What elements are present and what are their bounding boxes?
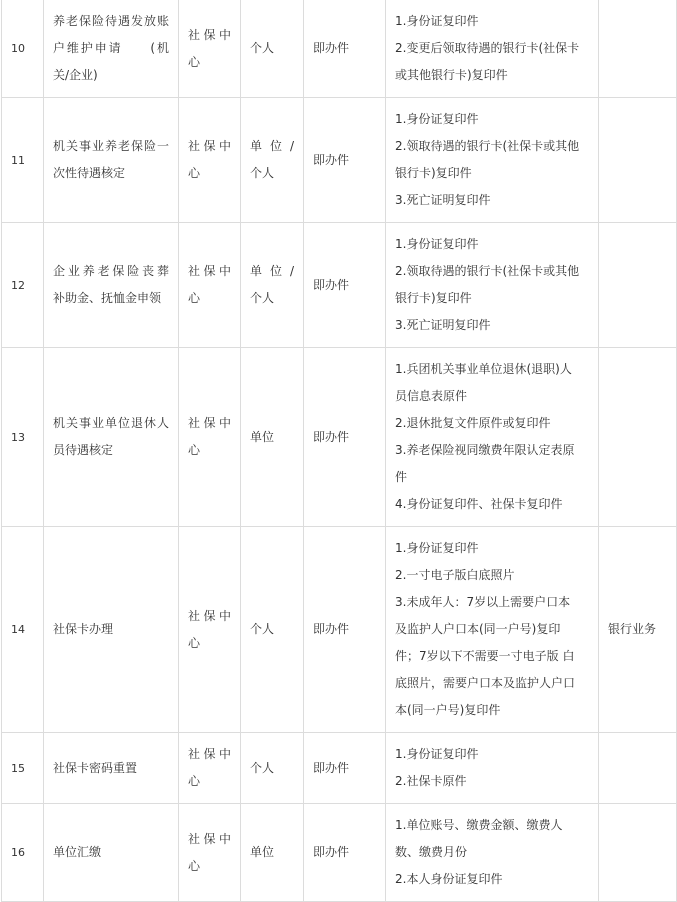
handling-type-cell [304,804,386,902]
name-line: 单位汇缴 [53,845,102,859]
name-line: 户维护申请 (机 [53,41,169,55]
handling-type-text: 即办件 [313,41,350,55]
row-number [2,733,44,804]
row-number [2,0,44,98]
table-row [2,98,677,223]
required-documents-cell [386,733,599,804]
row-number-text: 12 [11,278,25,292]
dept-line: 社保中 [188,831,231,846]
item-name-cell [44,804,179,902]
handling-type-text: 即办件 [313,429,350,444]
docs-line: 底照片，需要户口本及监护人户口 [395,676,576,690]
item-name-cell [44,527,179,733]
name-line: 机关事业养老保险一 [53,139,169,153]
target-line: 个人 [250,166,275,180]
dept-line: 心 [188,54,201,69]
target-cell [241,98,304,223]
target-cell [241,527,304,733]
name-line: 次性待遇核定 [53,166,126,180]
table-row [2,804,677,902]
target-line: 单位/ [250,139,294,153]
row-number-text: 10 [11,42,25,55]
row-number-text: 16 [11,846,25,859]
handling-type-cell [304,348,386,527]
docs-line: 1.兵团机关事业单位退休(退职)人 [395,362,572,376]
handling-type-cell [304,98,386,223]
docs-line: 银行卡)复印件 [395,291,472,305]
table-row [2,223,677,348]
name-line: 社保卡密码重置 [53,760,138,775]
note-cell [599,98,677,223]
docs-line: 1.身份证复印件 [395,237,479,251]
required-documents-cell [386,223,599,348]
table-row [2,0,677,98]
docs-line: 3.死亡证明复印件 [395,318,491,332]
name-line: 关/企业) [53,68,98,82]
docs-line: 4.身份证复印件、社保卡复印件 [395,497,563,511]
docs-line: 2.退休批复文件原件或复印件 [395,416,551,430]
target-line: 个人 [250,760,275,775]
docs-line: 件；7岁以下不需要一寸电子版 白 [395,649,575,663]
name-line: 养老保险待遇发放账 [53,14,169,28]
row-number [2,527,44,733]
required-documents-cell [386,348,599,527]
target-line: 单位 [250,429,275,444]
docs-line: 或其他银行卡)复印件 [395,68,508,82]
dept-line: 心 [188,166,201,180]
handling-type-cell [304,527,386,733]
note-cell [599,527,677,733]
handling-type-text: 即办件 [313,622,350,636]
row-number-text: 14 [11,623,25,636]
target-line: 单位 [250,845,275,859]
docs-line: 及监护人户口本(同一户号)复印 [395,622,561,636]
docs-line: 2.领取待遇的银行卡(社保卡或其他 [395,264,580,278]
table-body [2,0,677,902]
department-cell [179,98,241,223]
target-line: 单位/ [250,264,294,278]
dept-line: 心 [188,858,201,873]
item-name-cell [44,733,179,804]
docs-line: 3.死亡证明复印件 [395,193,491,207]
handling-type-text: 即办件 [313,845,350,859]
docs-line: 本(同一户号)复印件 [395,703,501,717]
note-cell [599,0,677,98]
dept-line: 社保中 [188,27,231,42]
target-cell [241,0,304,98]
note-cell [599,733,677,804]
item-name-cell [44,0,179,98]
dept-line: 心 [188,291,201,305]
name-line: 机关事业单位退休人 [53,416,169,430]
table-row [2,733,677,804]
docs-line: 1.身份证复印件 [395,14,479,28]
docs-line: 2.社保卡原件 [395,774,467,788]
docs-line: 件 [395,470,408,484]
dept-line: 社保中 [188,416,231,430]
department-cell [179,223,241,348]
row-number-text: 13 [11,430,25,444]
docs-line: 2.一寸电子版白底照片 [395,568,515,582]
name-line: 社保卡办理 [53,622,114,636]
row-number [2,348,44,527]
note-text: 银行业务 [608,622,657,636]
note-cell [599,348,677,527]
dept-line: 社保中 [188,747,231,761]
row-number-text: 15 [11,761,25,775]
department-cell [179,804,241,902]
docs-line: 1.身份证复印件 [395,747,479,761]
service-table [1,0,677,902]
handling-type-cell [304,733,386,804]
dept-line: 心 [188,635,201,650]
required-documents-cell [386,0,599,98]
docs-line: 2.领取待遇的银行卡(社保卡或其他 [395,139,580,153]
dept-line: 心 [188,443,201,457]
docs-line: 2.本人身份证复印件 [395,872,503,886]
note-cell [599,223,677,348]
name-line: 员待遇核定 [53,443,114,457]
handling-type-text: 即办件 [313,277,350,292]
docs-line: 1.单位账号、缴费金额、缴费人 [395,818,563,832]
row-number [2,223,44,348]
item-name-cell [44,223,179,348]
target-line: 个人 [250,291,275,305]
target-cell [241,804,304,902]
docs-line: 3.养老保险视同缴费年限认定表原 [395,443,575,457]
handling-type-text: 即办件 [313,760,350,775]
item-name-cell [44,98,179,223]
target-cell [241,348,304,527]
docs-line: 2.变更后领取待遇的银行卡(社保卡 [395,41,580,55]
docs-line: 员信息表原件 [395,389,468,403]
row-number [2,804,44,902]
dept-line: 社保中 [188,139,231,153]
target-cell [241,733,304,804]
row-number-text: 11 [11,153,25,167]
docs-line: 银行卡)复印件 [395,166,472,180]
docs-line: 数、缴费月份 [395,845,468,859]
dept-line: 社保中 [188,608,231,623]
name-line: 补助金、抚恤金申领 [53,291,162,305]
required-documents-cell [386,527,599,733]
name-line: 企业养老保险丧葬 [53,264,169,278]
item-name-cell [44,348,179,527]
department-cell [179,0,241,98]
docs-line: 1.身份证复印件 [395,112,479,126]
row-number [2,98,44,223]
target-line: 个人 [250,622,275,636]
department-cell [179,733,241,804]
table-row [2,527,677,733]
required-documents-cell [386,98,599,223]
required-documents-cell [386,804,599,902]
target-cell [241,223,304,348]
department-cell [179,348,241,527]
dept-line: 心 [188,774,201,788]
dept-line: 社保中 [188,264,231,278]
handling-type-text: 即办件 [313,152,350,167]
target-line: 个人 [250,41,275,55]
table-row [2,348,677,527]
docs-line: 3.未成年人：7岁以上需要户口本 [395,595,571,609]
handling-type-cell [304,0,386,98]
note-cell [599,804,677,902]
department-cell [179,527,241,733]
docs-line: 1.身份证复印件 [395,541,479,555]
handling-type-cell [304,223,386,348]
